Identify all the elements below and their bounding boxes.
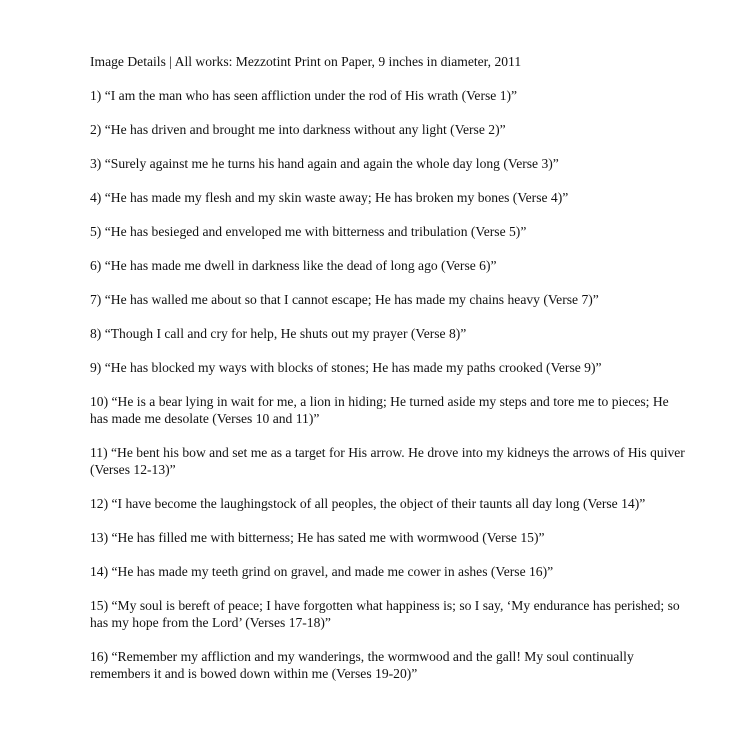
verse-line-4: 4) “He has made my flesh and my skin waste away; He has broken my bones (Verse 4)”	[90, 190, 569, 205]
image-details-text-block	[90, 53, 687, 682]
verse-line-5: 5) “He has besieged and enveloped me with bitterness and tribulation (Verse 5)”	[90, 224, 527, 239]
verse-line-11: 11) “He bent his bow and set me as a target for His arrow. He drove into my kidneys the arrows of His quiver (Verses 12-13)”	[90, 445, 685, 477]
verse-line-14: 14) “He has made my teeth grind on gravel, and made me cower in ashes (Verse 16)”	[90, 564, 554, 579]
verse-line-6: 6) “He has made me dwell in darkness like the dead of long ago (Verse 6)”	[90, 258, 497, 273]
verse-line-1: 1) “I am the man who has seen affliction under the rod of His wrath (Verse 1)”	[90, 88, 518, 103]
image-details-header: Image Details | All works: Mezzotint Print on Paper, 9 inches in diameter, 2011	[90, 54, 522, 69]
verse-line-12: 12) “I have become the laughingstock of all peoples, the object of their taunts all day long (Verse 14)”	[90, 496, 646, 511]
verse-line-10: 10) “He is a bear lying in wait for me, a lion in hiding; He turned aside my steps and tore me to pieces; He has made me desolate (Verses 10 and 11)”	[90, 394, 669, 426]
verse-line-16: 16) “Remember my affliction and my wanderings, the wormwood and the gall! My soul continually remembers it and is bowed down within me (Verses 19-20)”	[90, 649, 634, 681]
verse-line-13: 13) “He has filled me with bitterness; He has sated me with wormwood (Verse 15)”	[90, 530, 545, 545]
verse-line-3: 3) “Surely against me he turns his hand again and again the whole day long (Verse 3)”	[90, 156, 559, 171]
verse-line-9: 9) “He has blocked my ways with blocks of stones; He has made my paths crooked (Verse 9)”	[90, 360, 602, 375]
verse-line-7: 7) “He has walled me about so that I cannot escape; He has made my chains heavy (Verse 7)”	[90, 292, 599, 307]
verse-line-15: 15) “My soul is bereft of peace; I have forgotten what happiness is; so I say, ‘My endurance has perished; so has my hope from the Lord’ (Verses 17-18)”	[90, 598, 680, 630]
verse-line-2: 2) “He has driven and brought me into darkness without any light (Verse 2)”	[90, 122, 506, 137]
verse-line-8: 8) “Though I call and cry for help, He shuts out my prayer (Verse 8)”	[90, 326, 467, 341]
